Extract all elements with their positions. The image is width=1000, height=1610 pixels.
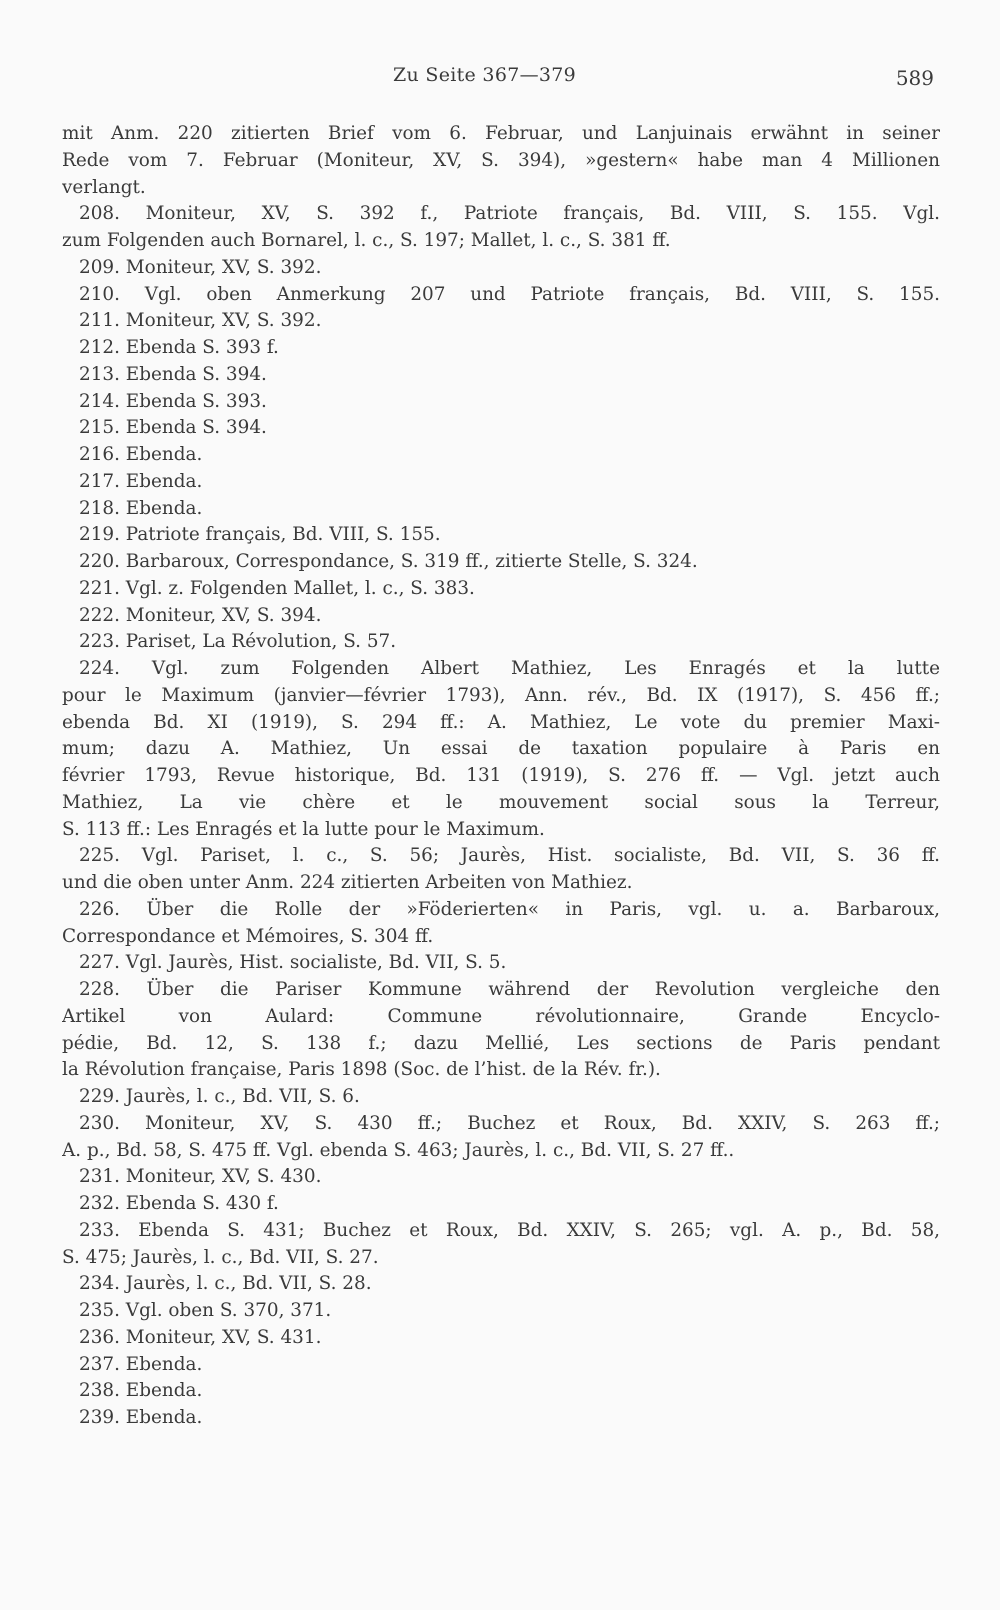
note-line: 211. Moniteur, XV, S. 392. [79, 310, 322, 332]
note-line: 225. Vgl. Pariset, l. c., S. 56; Jaurès, Hist. socialiste, Bd. VII, S. 36 ff. [79, 845, 940, 867]
note-line: 230. Moniteur, XV, S. 430 ff.; Buchez et Roux, Bd. XXIV, S. 263 ff.; [79, 1112, 940, 1134]
note-line: mit Anm. 220 zitierten Brief vom 6. Februar, und Lanjuinais erwähnt in seiner [62, 123, 940, 144]
note-line: 236. Moniteur, XV, S. 431. [79, 1326, 322, 1348]
note-line: 209. Moniteur, XV, S. 392. [79, 256, 322, 278]
note-line: 229. Jaurès, l. c., Bd. VII, S. 6. [79, 1086, 360, 1107]
note-line: 215. Ebenda S. 394. [79, 417, 267, 439]
page-number: 589 [895, 66, 934, 90]
note-line: 221. Vgl. z. Folgenden Mallet, l. c., S. 383. [79, 577, 475, 599]
note-line: 212. Ebenda S. 393 f. [79, 337, 279, 358]
note-line: verlangt. [62, 176, 146, 198]
note-line: Artikel von Aulard: Commune révolutionnaire, Grande Encyclo- [62, 1005, 940, 1027]
note-line: S. 475; Jaurès, l. c., Bd. VII, S. 27. [62, 1246, 379, 1268]
note-line: ebenda Bd. XI (1919), S. 294 ff.: A. Mathiez, Le vote du premier Maxi- [62, 711, 940, 733]
note-line: 213. Ebenda S. 394. [79, 363, 267, 385]
note-line: zum Folgenden auch Bornarel, l. c., S. 197; Mallet, l. c., S. 381 ff. [62, 230, 671, 251]
page-header [0, 64, 1000, 92]
note-line: Correspondance et Mémoires, S. 304 ff. [62, 925, 434, 947]
note-line: Rede vom 7. Februar (Moniteur, XV, S. 394), »gestern« habe man 4 Millionen [62, 149, 940, 171]
note-line: 214. Ebenda S. 393. [79, 390, 267, 412]
note-line: A. p., Bd. 58, S. 475 ff. Vgl. ebenda S. 463; Jaurès, l. c., Bd. VII, S. 27 ff.. [62, 1139, 735, 1161]
note-line: Mathiez, La vie chère et le mouvement social sous la Terreur, [62, 791, 940, 813]
note-line: 208. Moniteur, XV, S. 392 f., Patriote français, Bd. VIII, S. 155. Vgl. [79, 203, 940, 225]
note-line: 222. Moniteur, XV, S. 394. [79, 604, 322, 626]
note-line: 220. Barbaroux, Correspondance, S. 319 ff., zitierte Stelle, S. 324. [79, 551, 698, 572]
running-title: Zu Seite 367—379 [393, 64, 577, 86]
note-line: pour le Maximum (janvier—février 1793), Ann. rév., Bd. IX (1917), S. 456 ff.; [62, 684, 940, 706]
note-line: 227. Vgl. Jaurès, Hist. socialiste, Bd. VII, S. 5. [79, 952, 507, 974]
endnotes-body [62, 121, 940, 1432]
note-line: S. 113 ff.: Les Enragés et la lutte pour le Maximum. [62, 818, 545, 840]
note-line: 210. Vgl. oben Anmerkung 207 und Patriote français, Bd. VIII, S. 155. [79, 283, 940, 305]
note-line: 219. Patriote français, Bd. VIII, S. 155. [79, 524, 441, 546]
note-line: 217. Ebenda. [79, 470, 203, 492]
note-line: 233. Ebenda S. 431; Buchez et Roux, Bd. XXIV, S. 265; vgl. A. p., Bd. 58, [79, 1219, 940, 1241]
note-line: 232. Ebenda S. 430 f. [79, 1193, 279, 1214]
note-line: mum; dazu A. Mathiez, Un essai de taxation populaire à Paris en [62, 738, 940, 760]
note-line: 216. Ebenda. [79, 444, 203, 465]
note-line: 234. Jaurès, l. c., Bd. VII, S. 28. [79, 1273, 372, 1295]
note-line: 226. Über die Rolle der »Föderierten« in Paris, vgl. u. a. Barbaroux, [79, 898, 940, 920]
note-line: und die oben unter Anm. 224 zitierten Arbeiten von Mathiez. [62, 872, 633, 893]
note-line: 238. Ebenda. [79, 1380, 203, 1402]
note-line: 237. Ebenda. [79, 1353, 203, 1375]
note-line: pédie, Bd. 12, S. 138 f.; dazu Mellié, Les sections de Paris pendant [62, 1032, 940, 1054]
note-line: 218. Ebenda. [79, 497, 203, 519]
note-line: 231. Moniteur, XV, S. 430. [79, 1166, 322, 1188]
note-line: 228. Über die Pariser Kommune während der Revolution vergleiche den [79, 979, 940, 1000]
note-line: 224. Vgl. zum Folgenden Albert Mathiez, Les Enragés et la lutte [79, 658, 940, 679]
note-line: février 1793, Revue historique, Bd. 131 (1919), S. 276 ff. — Vgl. jetzt auch [62, 765, 940, 786]
note-line: 223. Pariset, La Révolution, S. 57. [79, 631, 397, 653]
note-line: la Révolution française, Paris 1898 (Soc. de l’hist. de la Rév. fr.). [62, 1059, 661, 1081]
note-line: 239. Ebenda. [79, 1407, 203, 1428]
note-line: 235. Vgl. oben S. 370, 371. [79, 1300, 332, 1321]
